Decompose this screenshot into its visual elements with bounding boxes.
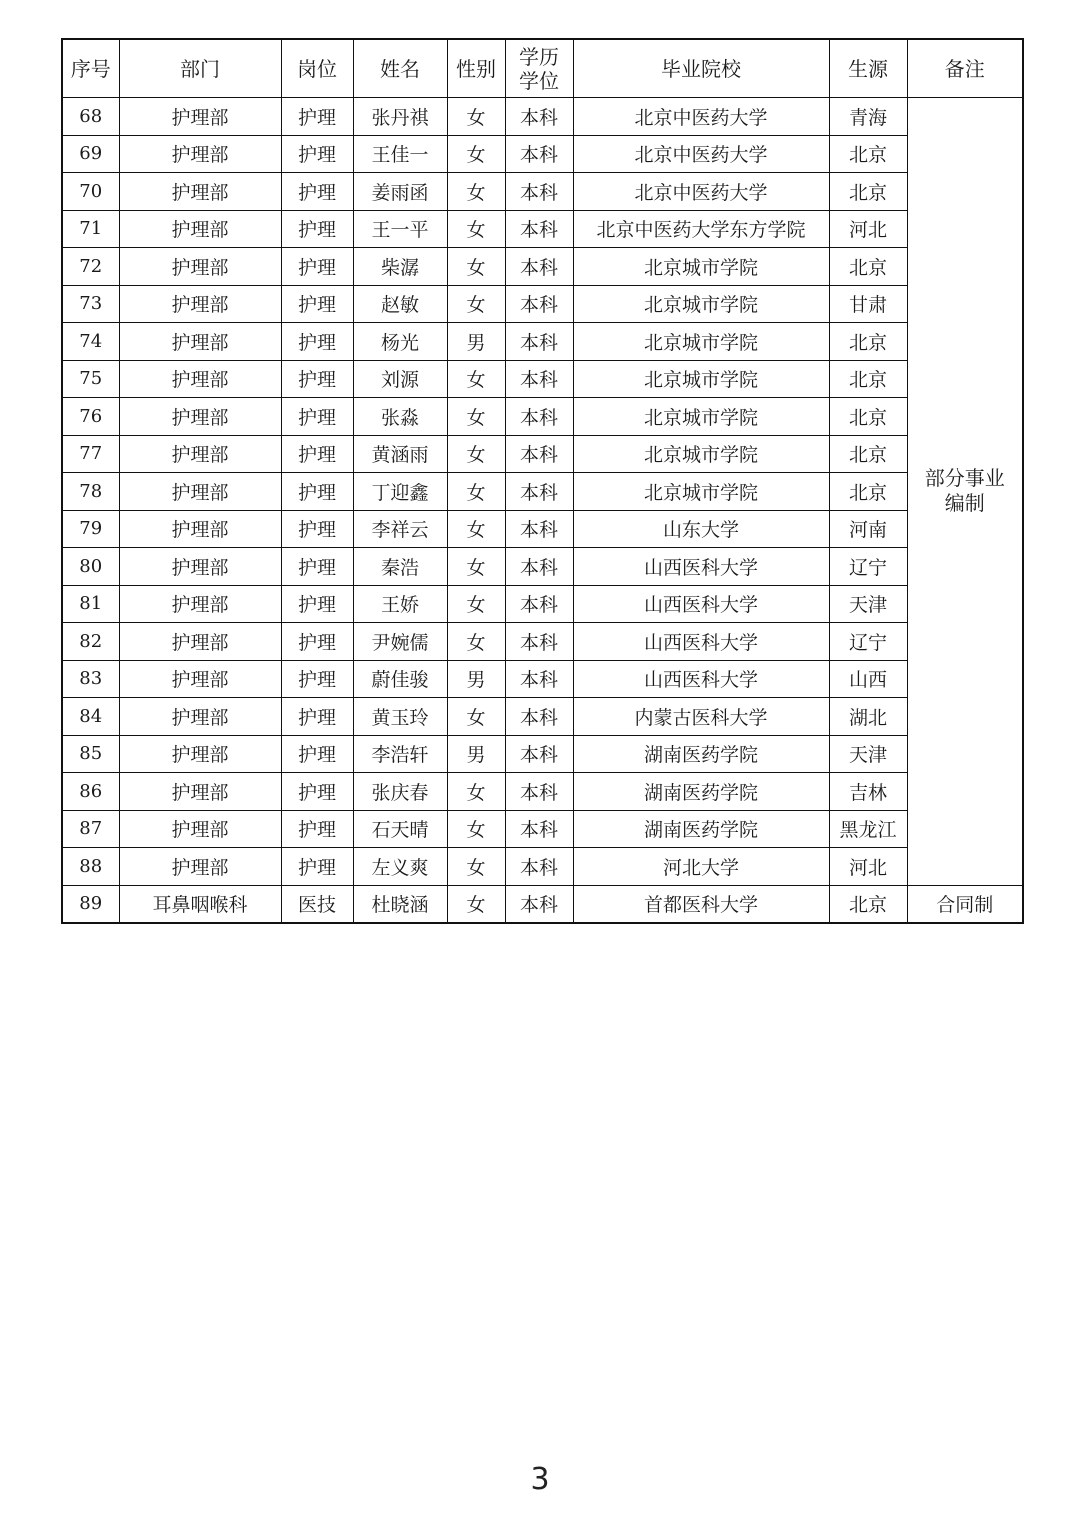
table-row: [62, 248, 1023, 286]
cell-school: 湖南医药学院: [573, 735, 829, 773]
page-number: 3: [530, 1462, 550, 1497]
cell-education: 本科: [505, 173, 573, 211]
cell-position: 护理: [281, 135, 353, 173]
cell-school: 山西医科大学: [573, 548, 829, 586]
header-education: [505, 39, 573, 98]
cell-seq: 84: [62, 698, 119, 736]
cell-position: 护理: [281, 585, 353, 623]
cell-name: 张淼: [353, 398, 447, 436]
cell-name: 石天晴: [353, 810, 447, 848]
cell-position: 护理: [281, 510, 353, 548]
cell-dept: 护理部: [119, 660, 281, 698]
table-row: [62, 135, 1023, 173]
table-row: [62, 698, 1023, 736]
header-dept: 部门: [119, 39, 281, 98]
cell-name: 李祥云: [353, 510, 447, 548]
cell-seq: 71: [62, 210, 119, 248]
cell-position: 护理: [281, 473, 353, 511]
cell-school: 首都医科大学: [573, 885, 829, 923]
cell-position: 护理: [281, 623, 353, 661]
cell-seq: 69: [62, 135, 119, 173]
header-remark: 备注: [907, 39, 1023, 98]
cell-seq: 74: [62, 323, 119, 361]
cell-gender: 女: [447, 173, 505, 211]
header-origin: 生源: [829, 39, 907, 98]
cell-school: 北京城市学院: [573, 323, 829, 361]
cell-dept: 护理部: [119, 810, 281, 848]
cell-origin: 河北: [829, 848, 907, 886]
cell-origin: 北京: [829, 135, 907, 173]
cell-education: 本科: [505, 473, 573, 511]
cell-position: 护理: [281, 660, 353, 698]
cell-education: 本科: [505, 360, 573, 398]
cell-education: 本科: [505, 885, 573, 923]
cell-dept: 护理部: [119, 435, 281, 473]
table-row: [62, 735, 1023, 773]
cell-education: 本科: [505, 435, 573, 473]
cell-gender: 男: [447, 323, 505, 361]
roster-body: [62, 98, 1023, 924]
cell-seq: 72: [62, 248, 119, 286]
cell-position: 护理: [281, 173, 353, 211]
cell-gender: 女: [447, 360, 505, 398]
cell-dept: 护理部: [119, 98, 281, 136]
cell-education: 本科: [505, 323, 573, 361]
cell-dept: 护理部: [119, 135, 281, 173]
cell-name: 丁迎鑫: [353, 473, 447, 511]
cell-seq: 86: [62, 773, 119, 811]
cell-dept: 护理部: [119, 473, 281, 511]
cell-gender: 女: [447, 248, 505, 286]
cell-school: 山西医科大学: [573, 585, 829, 623]
cell-seq: 70: [62, 173, 119, 211]
cell-origin: 北京: [829, 435, 907, 473]
cell-dept: 护理部: [119, 585, 281, 623]
cell-gender: 女: [447, 98, 505, 136]
cell-seq: 83: [62, 660, 119, 698]
cell-education: 本科: [505, 98, 573, 136]
cell-seq: 73: [62, 285, 119, 323]
cell-dept: 护理部: [119, 210, 281, 248]
header-school: 毕业院校: [573, 39, 829, 98]
cell-name: 蔚佳骏: [353, 660, 447, 698]
cell-school: 北京中医药大学: [573, 173, 829, 211]
cell-position: 护理: [281, 810, 353, 848]
cell-position: 护理: [281, 98, 353, 136]
cell-school: 山东大学: [573, 510, 829, 548]
cell-dept: 护理部: [119, 548, 281, 586]
cell-dept: 护理部: [119, 173, 281, 211]
cell-origin: 山西: [829, 660, 907, 698]
header-gender: 性别: [447, 39, 505, 98]
table-row: [62, 848, 1023, 886]
cell-seq: 79: [62, 510, 119, 548]
cell-name: 王一平: [353, 210, 447, 248]
cell-name: 黄玉玲: [353, 698, 447, 736]
cell-name: 王娇: [353, 585, 447, 623]
cell-position: 护理: [281, 398, 353, 436]
cell-school: 湖南医药学院: [573, 810, 829, 848]
table-row: [62, 660, 1023, 698]
header-education-line2: 学位: [519, 68, 559, 93]
cell-position: 护理: [281, 735, 353, 773]
table-row: [62, 210, 1023, 248]
cell-name: 柴潺: [353, 248, 447, 286]
cell-gender: 女: [447, 435, 505, 473]
cell-origin: 天津: [829, 585, 907, 623]
cell-school: 山西医科大学: [573, 660, 829, 698]
cell-name: 秦浩: [353, 548, 447, 586]
cell-gender: 女: [447, 473, 505, 511]
header-education-line1: 学历: [519, 44, 559, 69]
table-row: [62, 323, 1023, 361]
cell-education: 本科: [505, 398, 573, 436]
cell-seq: 82: [62, 623, 119, 661]
cell-origin: 北京: [829, 248, 907, 286]
cell-position: 护理: [281, 248, 353, 286]
cell-origin: 辽宁: [829, 623, 907, 661]
cell-school: 河北大学: [573, 848, 829, 886]
cell-gender: 男: [447, 660, 505, 698]
cell-position: 医技: [281, 885, 353, 923]
cell-name: 左义爽: [353, 848, 447, 886]
cell-school: 北京中医药大学: [573, 98, 829, 136]
cell-origin: 北京: [829, 173, 907, 211]
cell-position: 护理: [281, 848, 353, 886]
cell-seq: 68: [62, 98, 119, 136]
cell-gender: 女: [447, 773, 505, 811]
cell-seq: 80: [62, 548, 119, 586]
cell-gender: 女: [447, 285, 505, 323]
cell-school: 湖南医药学院: [573, 773, 829, 811]
cell-seq: 77: [62, 435, 119, 473]
header-position: 岗位: [281, 39, 353, 98]
cell-origin: 天津: [829, 735, 907, 773]
cell-origin: 青海: [829, 98, 907, 136]
cell-position: 护理: [281, 548, 353, 586]
cell-seq: 85: [62, 735, 119, 773]
cell-seq: 87: [62, 810, 119, 848]
cell-name: 王佳一: [353, 135, 447, 173]
cell-name: 尹婉儒: [353, 623, 447, 661]
header-row: [62, 39, 1023, 98]
cell-position: 护理: [281, 435, 353, 473]
table-row: [62, 810, 1023, 848]
cell-name: 杨光: [353, 323, 447, 361]
cell-dept: 护理部: [119, 698, 281, 736]
header-seq: 序号: [62, 39, 119, 98]
table-row: [62, 98, 1023, 136]
cell-gender: 女: [447, 135, 505, 173]
cell-school: 北京城市学院: [573, 248, 829, 286]
cell-origin: 北京: [829, 323, 907, 361]
cell-origin: 北京: [829, 473, 907, 511]
remark-group-1: [907, 98, 1023, 886]
cell-seq: 75: [62, 360, 119, 398]
cell-education: 本科: [505, 585, 573, 623]
cell-dept: 护理部: [119, 360, 281, 398]
cell-dept: 护理部: [119, 285, 281, 323]
cell-school: 北京城市学院: [573, 360, 829, 398]
cell-education: 本科: [505, 773, 573, 811]
cell-education: 本科: [505, 660, 573, 698]
cell-education: 本科: [505, 810, 573, 848]
cell-dept: 耳鼻咽喉科: [119, 885, 281, 923]
table-row: [62, 360, 1023, 398]
cell-origin: 北京: [829, 398, 907, 436]
cell-school: 山西医科大学: [573, 623, 829, 661]
cell-education: 本科: [505, 135, 573, 173]
table-row: [62, 173, 1023, 211]
cell-origin: 黑龙江: [829, 810, 907, 848]
cell-dept: 护理部: [119, 510, 281, 548]
cell-dept: 护理部: [119, 848, 281, 886]
cell-school: 北京城市学院: [573, 435, 829, 473]
table-row: [62, 473, 1023, 511]
cell-name: 张丹祺: [353, 98, 447, 136]
header-name: 姓名: [353, 39, 447, 98]
cell-seq: 89: [62, 885, 119, 923]
cell-education: 本科: [505, 623, 573, 661]
cell-seq: 88: [62, 848, 119, 886]
cell-position: 护理: [281, 210, 353, 248]
remark-group-2: 合同制: [907, 885, 1023, 923]
cell-gender: 女: [447, 885, 505, 923]
remark-group-1-line1: 部分事业: [924, 466, 1005, 491]
cell-gender: 男: [447, 735, 505, 773]
cell-dept: 护理部: [119, 398, 281, 436]
cell-position: 护理: [281, 360, 353, 398]
table-row: [62, 773, 1023, 811]
table-row: [62, 585, 1023, 623]
cell-gender: 女: [447, 398, 505, 436]
cell-name: 刘源: [353, 360, 447, 398]
cell-education: 本科: [505, 698, 573, 736]
table-row: [62, 435, 1023, 473]
cell-origin: 甘肃: [829, 285, 907, 323]
cell-gender: 女: [447, 698, 505, 736]
cell-origin: 吉林: [829, 773, 907, 811]
roster-table: [61, 38, 1024, 924]
table-row: [62, 548, 1023, 586]
cell-origin: 河南: [829, 510, 907, 548]
cell-position: 护理: [281, 323, 353, 361]
cell-dept: 护理部: [119, 773, 281, 811]
table-row: [62, 285, 1023, 323]
cell-gender: 女: [447, 210, 505, 248]
cell-name: 李浩轩: [353, 735, 447, 773]
cell-gender: 女: [447, 510, 505, 548]
cell-name: 赵敏: [353, 285, 447, 323]
cell-school: 北京城市学院: [573, 285, 829, 323]
cell-education: 本科: [505, 510, 573, 548]
cell-origin: 北京: [829, 885, 907, 923]
cell-gender: 女: [447, 585, 505, 623]
cell-school: 北京城市学院: [573, 398, 829, 436]
cell-school: 北京中医药大学东方学院: [573, 210, 829, 248]
cell-gender: 女: [447, 548, 505, 586]
cell-gender: 女: [447, 848, 505, 886]
table-row: [62, 623, 1023, 661]
cell-position: 护理: [281, 773, 353, 811]
cell-dept: 护理部: [119, 735, 281, 773]
cell-gender: 女: [447, 623, 505, 661]
cell-origin: 湖北: [829, 698, 907, 736]
cell-name: 杜晓涵: [353, 885, 447, 923]
cell-name: 黄涵雨: [353, 435, 447, 473]
cell-origin: 辽宁: [829, 548, 907, 586]
cell-seq: 76: [62, 398, 119, 436]
table-row: [62, 510, 1023, 548]
remark-group-1-line2: 编制: [944, 491, 985, 516]
cell-gender: 女: [447, 810, 505, 848]
cell-school: 北京城市学院: [573, 473, 829, 511]
cell-education: 本科: [505, 248, 573, 286]
cell-origin: 北京: [829, 360, 907, 398]
cell-dept: 护理部: [119, 323, 281, 361]
cell-education: 本科: [505, 210, 573, 248]
cell-school: 内蒙古医科大学: [573, 698, 829, 736]
cell-name: 姜雨函: [353, 173, 447, 211]
cell-name: 张庆春: [353, 773, 447, 811]
cell-dept: 护理部: [119, 623, 281, 661]
cell-education: 本科: [505, 548, 573, 586]
table-row: [62, 398, 1023, 436]
cell-position: 护理: [281, 698, 353, 736]
cell-education: 本科: [505, 848, 573, 886]
cell-education: 本科: [505, 735, 573, 773]
cell-education: 本科: [505, 285, 573, 323]
cell-seq: 81: [62, 585, 119, 623]
cell-school: 北京中医药大学: [573, 135, 829, 173]
cell-origin: 河北: [829, 210, 907, 248]
cell-seq: 78: [62, 473, 119, 511]
cell-position: 护理: [281, 285, 353, 323]
table-row: [62, 885, 1023, 923]
cell-dept: 护理部: [119, 248, 281, 286]
